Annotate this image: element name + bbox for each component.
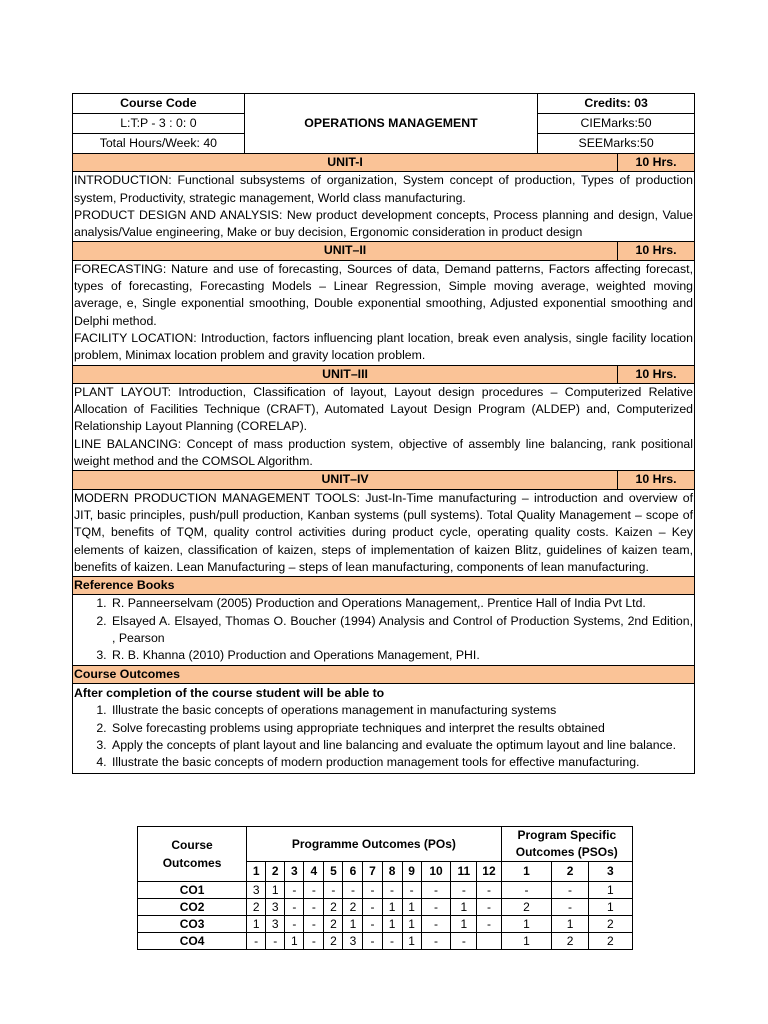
po-cell: 1: [343, 916, 363, 933]
pso-cell: -: [501, 882, 552, 899]
outcomes-intro: After completion of the course student will be able to: [74, 685, 385, 700]
po-cell: -: [363, 933, 382, 950]
po-cell: -: [402, 882, 421, 899]
unit-paragraph: FACILITY LOCATION: Introduction, factors influencing plant location, break even analysis, single facility location problem, Minimax location problem and gravity location problem.: [74, 330, 693, 363]
co-po-mapping-table: [137, 826, 633, 950]
co-label: CO4: [138, 933, 247, 950]
po-cell: -: [304, 916, 324, 933]
po-cell: [477, 933, 501, 950]
unit-hours: 10 Hrs.: [618, 242, 695, 260]
course-outcomes-text: Course Outcomes: [162, 838, 222, 870]
pso-cell: -: [552, 899, 588, 916]
mapping-row: [138, 916, 633, 933]
mapping-row: [138, 899, 633, 916]
unit-paragraph: INTRODUCTION: Functional subsystems of organization, System concept of production, Types of production system, Productivity, strategic management, World class manufacturing.: [74, 173, 693, 205]
po-cell: -: [285, 899, 304, 916]
unit-body-row: [73, 172, 695, 242]
pso-number: 2: [552, 862, 588, 882]
unit-hours: 10 Hrs.: [618, 365, 695, 383]
co-label: CO2: [138, 899, 247, 916]
unit-hours: 10 Hrs.: [618, 154, 695, 172]
pso-label: Program Specific Outcomes (PSOs): [501, 827, 632, 862]
po-number: 7: [363, 862, 382, 882]
unit-body-row: [73, 489, 695, 576]
pso-cell: 1: [588, 899, 632, 916]
unit-header-row: [73, 242, 695, 260]
unit-body-row: [73, 383, 695, 470]
pso-number: 3: [588, 862, 632, 882]
po-cell: 1: [382, 916, 402, 933]
po-cell: 1: [451, 899, 477, 916]
po-cell: -: [451, 933, 477, 950]
po-cell: 1: [266, 882, 285, 899]
unit-paragraph: PRODUCT DESIGN AND ANALYSIS: New product development concepts, Process planning and design, Value analysis/Value engineering, Make or buy decision, Ergonomic consideration in product design: [74, 207, 693, 240]
pso-cell: 2: [588, 916, 632, 933]
course-outcomes-label: [138, 827, 247, 882]
po-cell: 2: [324, 933, 343, 950]
unit-title: UNIT–II: [73, 242, 618, 260]
po-cell: 2: [247, 899, 266, 916]
mapping-header: [138, 827, 633, 882]
mapping-body: [138, 882, 633, 950]
outcome-item: 2. Solve forecasting problems using appropriate techniques and interpret the results obtained: [110, 720, 693, 737]
unit-paragraph: MODERN PRODUCTION MANAGEMENT TOOLS: Just-In-Time manufacturing – introduction and overview of JIT, basic principles, push/pull production, Kanban systems (pull systems). Total Quality Management – scope of TQM, benefits of TQM, quality control activities during product cycle, operating quality costs. Kaizen – Key elements of kaizen, classification of kaizen, steps of implementation of kaizen Blitz, guidelines of kaizen team, benefits of kaizen. Lean Manufacturing – steps of lean manufacturing, components of lean manufacturing.: [74, 490, 693, 574]
po-cell: -: [421, 899, 451, 916]
po-number: 5: [324, 862, 343, 882]
po-cell: -: [285, 916, 304, 933]
references-list: [74, 595, 693, 664]
po-cell: 1: [247, 916, 266, 933]
unit-header-row: [73, 365, 695, 383]
outcomes-list: [74, 702, 693, 771]
cie-marks: CIEMarks:50: [538, 114, 695, 134]
reference-item: 2. Elsayed A. Elsayed, Thomas O. Boucher (1994) Analysis and Control of Production Systems, 2nd Edition, , Pearson: [110, 613, 693, 648]
unit-content: [73, 172, 695, 242]
total-hours: Total Hours/Week: 40: [73, 134, 245, 154]
unit-paragraph: PLANT LAYOUT: Introduction, Classification of layout, Layout design procedures – Computerized Relative Allocation of Facilities Technique (CRAFT), Automated Layout Design Program (ALDEP) and, Computerized Relationship Layout Planning (CORELAP).: [74, 384, 693, 434]
po-number: 9: [402, 862, 421, 882]
po-cell: -: [304, 882, 324, 899]
po-cell: -: [363, 916, 382, 933]
pso-cell: -: [552, 882, 588, 899]
po-cell: -: [363, 899, 382, 916]
po-number: 11: [451, 862, 477, 882]
po-cell: -: [343, 882, 363, 899]
outcome-item: 3. Apply the concepts of plant layout and line balancing and evaluate the optimum layout and line balance.: [110, 737, 693, 754]
unit-content: [73, 489, 695, 576]
po-number: 1: [247, 862, 266, 882]
po-cell: -: [382, 933, 402, 950]
unit-title: UNIT-I: [73, 154, 618, 172]
po-cell: -: [477, 899, 501, 916]
po-cell: -: [477, 916, 501, 933]
po-cell: -: [363, 882, 382, 899]
pso-cell: 1: [501, 916, 552, 933]
pso-cell: 2: [501, 899, 552, 916]
po-cell: 3: [266, 899, 285, 916]
references-heading: Reference Books: [73, 577, 695, 595]
po-number: 3: [285, 862, 304, 882]
course-table: [72, 93, 695, 774]
po-cell: 1: [402, 916, 421, 933]
po-number: 2: [266, 862, 285, 882]
unit-content: [73, 383, 695, 470]
co-label: CO1: [138, 882, 247, 899]
reference-item: 1. R. Panneerselvam (2005) Production and Operations Management,. Prentice Hall of India Pvt Ltd.: [110, 595, 693, 612]
po-cell: 3: [343, 933, 363, 950]
outcome-item: 1. Illustrate the basic concepts of operations management in manufacturing systems: [110, 702, 693, 719]
mapping-header-row: [138, 827, 633, 862]
reference-item: 3. R. B. Khanna (2010) Production and Operations Management, PHI.: [110, 647, 693, 664]
unit-title: UNIT–III: [73, 365, 618, 383]
po-number: 4: [304, 862, 324, 882]
co-label: CO3: [138, 916, 247, 933]
po-cell: 3: [247, 882, 266, 899]
unit-paragraph: FORECASTING: Nature and use of forecasting, Sources of data, Demand patterns, Factors affecting forecast, types of forecasting, Forecasting Models – Linear Regression, Simple moving average, weighted moving average, e, Single exponential smoothing, Double exponential smoothing, Adjusted exponential smoothing and Delphi method.: [74, 261, 693, 328]
po-number: 6: [343, 862, 363, 882]
course-title: OPERATIONS MANAGEMENT: [244, 94, 537, 154]
po-cell: 2: [324, 899, 343, 916]
outcomes-cell: [73, 683, 695, 773]
unit-header-row: [73, 471, 695, 489]
po-cell: -: [421, 882, 451, 899]
pso-number: 1: [501, 862, 552, 882]
po-label: Programme Outcomes (POs): [247, 827, 501, 862]
unit-header-row: [73, 154, 695, 172]
po-cell: 1: [451, 916, 477, 933]
po-cell: -: [247, 933, 266, 950]
po-cell: 1: [285, 933, 304, 950]
outcome-item: 4. Illustrate the basic concepts of modern production management tools for effective manufacturing.: [110, 754, 693, 771]
mapping-row: [138, 933, 633, 950]
po-cell: 1: [382, 899, 402, 916]
unit-paragraph: LINE BALANCING: Concept of mass production system, objective of assembly line balancing, rank positional weight method and the COMSOL Algorithm.: [74, 436, 693, 469]
po-cell: -: [477, 882, 501, 899]
po-cell: 3: [266, 916, 285, 933]
units-section: [73, 154, 695, 577]
po-cell: -: [285, 882, 304, 899]
po-cell: -: [382, 882, 402, 899]
references-cell: [73, 595, 695, 665]
po-cell: -: [304, 933, 324, 950]
pso-cell: 2: [588, 933, 632, 950]
po-number: 8: [382, 862, 402, 882]
pso-cell: 1: [501, 933, 552, 950]
po-cell: -: [451, 882, 477, 899]
see-marks: SEEMarks:50: [538, 134, 695, 154]
po-cell: 1: [402, 933, 421, 950]
pso-cell: 1: [588, 882, 632, 899]
unit-body-row: [73, 260, 695, 365]
po-cell: -: [304, 899, 324, 916]
po-cell: 1: [402, 899, 421, 916]
pso-cell: 2: [552, 933, 588, 950]
po-cell: 2: [343, 899, 363, 916]
outcomes-heading: Course Outcomes: [73, 665, 695, 683]
ltp: L:T:P - 3 : 0: 0: [73, 114, 245, 134]
po-cell: 2: [324, 916, 343, 933]
po-cell: -: [324, 882, 343, 899]
po-cell: -: [421, 933, 451, 950]
mapping-row: [138, 882, 633, 899]
pso-cell: 1: [552, 916, 588, 933]
po-cell: -: [266, 933, 285, 950]
unit-hours: 10 Hrs.: [618, 471, 695, 489]
po-number: 10: [421, 862, 451, 882]
po-cell: -: [421, 916, 451, 933]
unit-content: [73, 260, 695, 365]
syllabus-document: [72, 93, 695, 774]
po-number: 12: [477, 862, 501, 882]
course-code-label: Course Code: [73, 94, 245, 114]
credits: Credits: 03: [538, 94, 695, 114]
unit-title: UNIT–IV: [73, 471, 618, 489]
